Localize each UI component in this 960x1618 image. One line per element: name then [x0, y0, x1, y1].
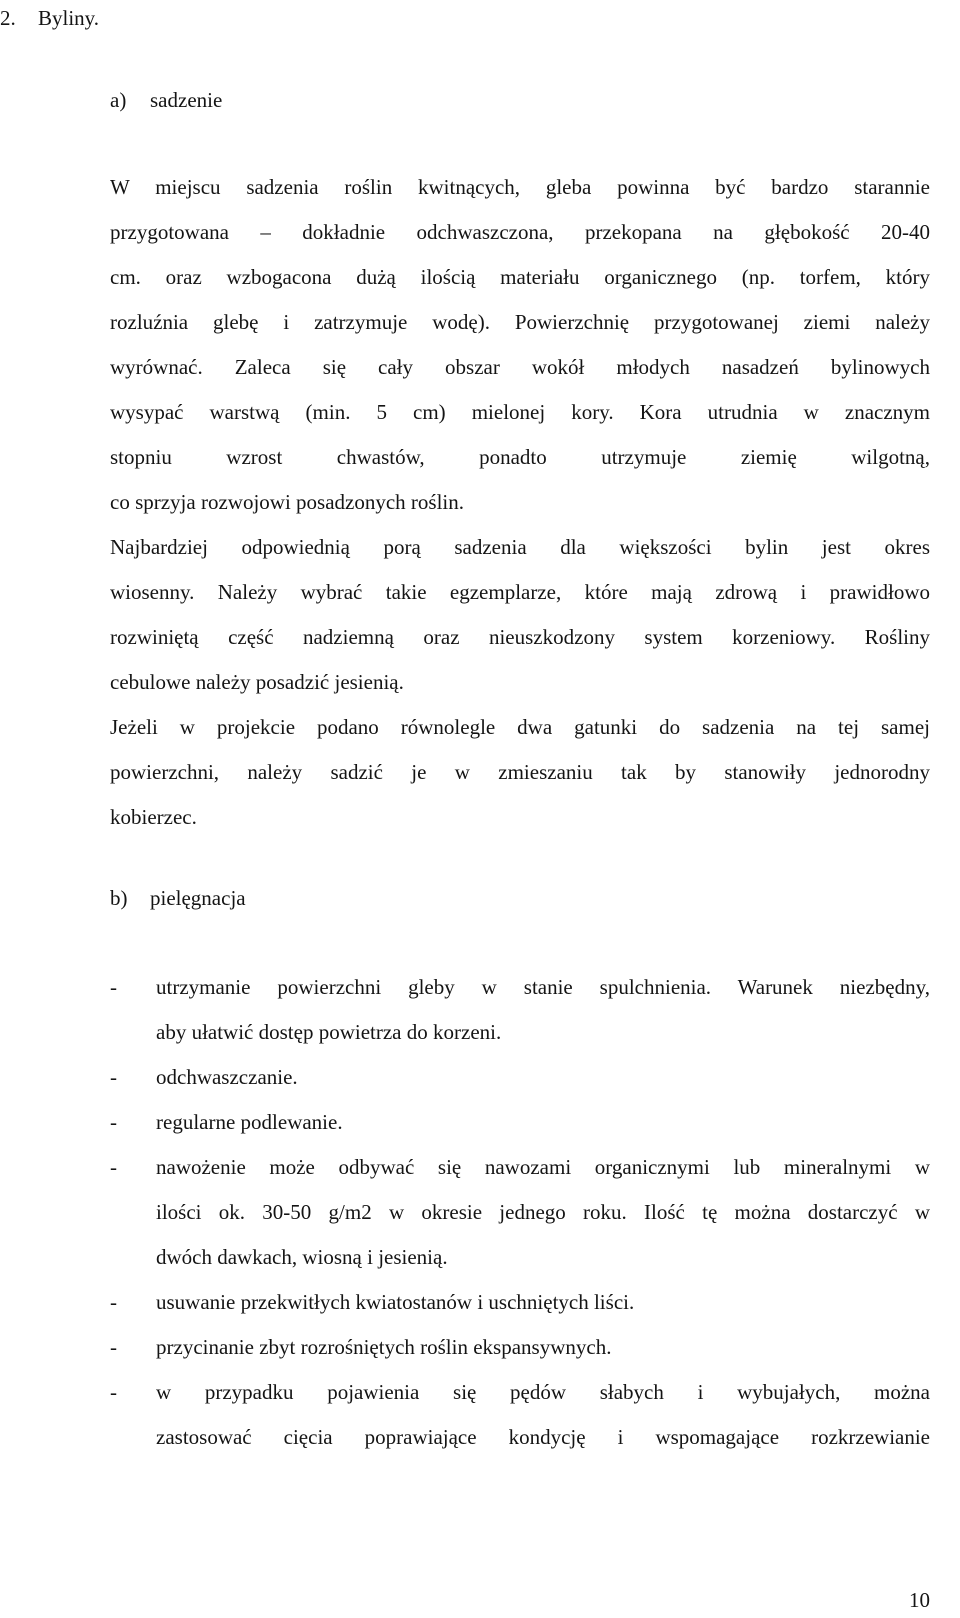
paragraph-line: wysypać warstwą (min. 5 cm) mielonej kory. Kora utrudnia w znacznym: [110, 400, 930, 424]
paragraph-line: cebulowe należy posadzić jesienią.: [110, 670, 404, 694]
list-item: [110, 1370, 930, 1460]
list-item-line: utrzymanie powierzchni gleby w stanie spulchnienia. Warunek niezbędny,: [156, 975, 930, 999]
paragraph-line: rozwiniętą część nadziemną oraz nieuszkodzony system korzeniowy. Rośliny: [110, 625, 930, 649]
subheading-sadzenie: [110, 82, 222, 118]
list-dash: -: [110, 1380, 117, 1404]
list-dash: -: [110, 1155, 117, 1179]
subheading-title: pielęgnacja: [150, 886, 246, 910]
section-heading: [0, 0, 99, 36]
paragraph-planting-season: [110, 525, 930, 705]
list-item-line: przycinanie zbyt rozrośniętych roślin ekspansywnych.: [156, 1335, 612, 1359]
section-number: 2.: [0, 6, 16, 30]
subheading-title: sadzenie: [150, 88, 223, 112]
list-dash: -: [110, 1290, 117, 1314]
section-title: Byliny.: [38, 6, 100, 30]
list-dash: -: [110, 1110, 117, 1134]
subheading-pielegnacja: [110, 880, 246, 916]
page-number: 10: [909, 1588, 930, 1612]
list-item: [110, 1280, 930, 1325]
paragraph-line: co sprzyja rozwojowi posadzonych roślin.: [110, 490, 464, 514]
paragraph-line: cm. oraz wzbogacona dużą ilością materiału organicznego (np. torfem, który: [110, 265, 930, 289]
paragraph-line: stopniu wzrost chwastów, ponadto utrzymuje ziemię wilgotną,: [110, 445, 930, 469]
list-item-line: usuwanie przekwitłych kwiatostanów i uschniętych liści.: [156, 1290, 635, 1314]
list-item-line: nawożenie może odbywać się nawozami organicznymi lub mineralnymi w: [156, 1155, 930, 1179]
list-item: [110, 1145, 930, 1280]
paragraph-line: Jeżeli w projekcie podano równolegle dwa gatunki do sadzenia na tej samej: [110, 715, 930, 739]
paragraph-line: wyrównać. Zaleca się cały obszar wokół młodych nasadzeń bylinowych: [110, 355, 930, 379]
list-dash: -: [110, 975, 117, 999]
paragraph-line: W miejscu sadzenia roślin kwitnących, gleba powinna być bardzo starannie: [110, 175, 930, 199]
paragraph-line: kobierzec.: [110, 805, 197, 829]
list-item-line: dwóch dawkach, wiosną i jesienią.: [156, 1245, 448, 1269]
list-item-line: ilości ok. 30-50 g/m2 w okresie jednego roku. Ilość tę można dostarczyć w: [156, 1200, 930, 1224]
list-item: [110, 1055, 930, 1100]
paragraph-soil-preparation: [110, 165, 930, 525]
subheading-label: b): [110, 886, 128, 910]
list-item-line: zastosować cięcia poprawiające kondycję i wspomagające rozkrzewianie: [156, 1425, 930, 1449]
subheading-label: a): [110, 88, 127, 112]
paragraph-mixed-planting: [110, 705, 930, 840]
paragraph-line: przygotowana – dokładnie odchwaszczona, przekopana na głębokość 20-40: [110, 220, 930, 244]
paragraph-line: wiosenny. Należy wybrać takie egzemplarze, które mają zdrową i prawidłowo: [110, 580, 930, 604]
list-item: [110, 965, 930, 1055]
paragraph-line: powierzchni, należy sadzić je w zmieszaniu tak by stanowiły jednorodny: [110, 760, 930, 784]
paragraph-line: rozluźnia glebę i zatrzymuje wodę). Powierzchnię przygotowanej ziemi należy: [110, 310, 930, 334]
list-item-line: odchwaszczanie.: [156, 1065, 298, 1089]
list-item-line: w przypadku pojawienia się pędów słabych i wybujałych, można: [156, 1380, 930, 1404]
list-dash: -: [110, 1335, 117, 1359]
care-list: [110, 965, 930, 1460]
list-dash: -: [110, 1065, 117, 1089]
paragraph-line: Najbardziej odpowiednią porą sadzenia dla większości bylin jest okres: [110, 535, 930, 559]
list-item: [110, 1325, 930, 1370]
list-item: [110, 1100, 930, 1145]
list-item-line: regularne podlewanie.: [156, 1110, 343, 1134]
list-item-line: aby ułatwić dostęp powietrza do korzeni.: [156, 1020, 502, 1044]
